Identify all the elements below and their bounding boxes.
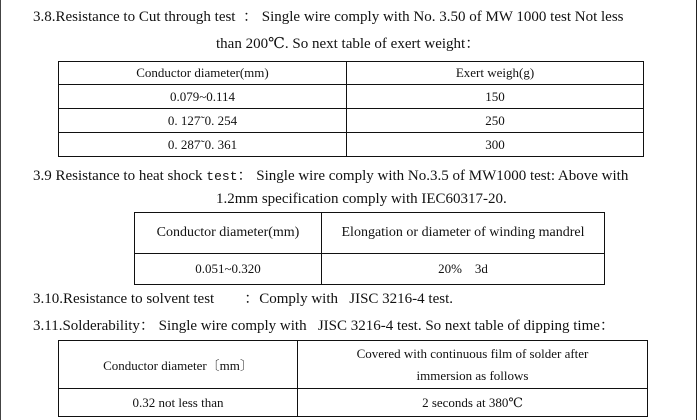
section-3-9-suffix: ： Single wire comply with No.3.5 of MW1000 test: Above with — [237, 168, 629, 184]
table-header: Conductor diameter〔mm〕 — [59, 341, 298, 389]
table-cell: 20% 3d — [322, 254, 605, 285]
table-cell: 0. 127˜0. 254 — [59, 109, 347, 133]
table-header: Conductor diameter(mm) — [135, 213, 322, 254]
table-header: Exert weigh(g) — [347, 62, 644, 85]
table-header: Elongation or diameter of winding mandrel — [322, 213, 605, 254]
section-3-11-line: 3.11.Solderability： Single wire comply with JISC 3216-4 test. So next table of dipping time： — [33, 318, 615, 334]
heat-shock-table — [134, 212, 605, 285]
table-header — [298, 341, 648, 389]
table-cell: 0.32 not less than — [59, 389, 298, 417]
table-cell: 300 — [347, 133, 644, 157]
table-cell: 0.079~0.114 — [59, 85, 347, 109]
section-3-9-line-1 — [33, 167, 628, 186]
table-header: Conductor diameter(mm) — [59, 62, 347, 85]
header-line: Covered with continuous film of solder after — [356, 345, 589, 361]
section-3-8-line-2: than 200℃. So next table of exert weight： — [216, 36, 481, 52]
section-3-9-line-2: 1.2mm specification comply with IEC60317-20. — [216, 191, 507, 207]
section-3-8-line-1: 3.8.Resistance to Cut through test ： Single wire comply with No. 3.50 of MW 1000 test Not less — [33, 9, 624, 25]
table-cell: 150 — [347, 85, 644, 109]
left-border — [0, 0, 1, 420]
table-cell: 0.051~0.320 — [135, 254, 322, 285]
dipping-time-table — [58, 340, 648, 417]
table-cell: 2 seconds at 380℃ — [298, 389, 648, 417]
section-3-10-line: 3.10.Resistance to solvent test ：Comply with JISC 3216-4 test. — [33, 291, 453, 307]
table-cell: 0. 287˜0. 361 — [59, 133, 347, 157]
section-3-9-prefix: 3.9 Resistance to heat shock — [33, 168, 207, 184]
right-border — [696, 0, 697, 420]
table-cell: 250 — [347, 109, 644, 133]
exert-weight-table — [58, 61, 644, 157]
section-3-9-test-word: test — [206, 169, 238, 184]
header-line: immersion as follows — [416, 367, 529, 383]
